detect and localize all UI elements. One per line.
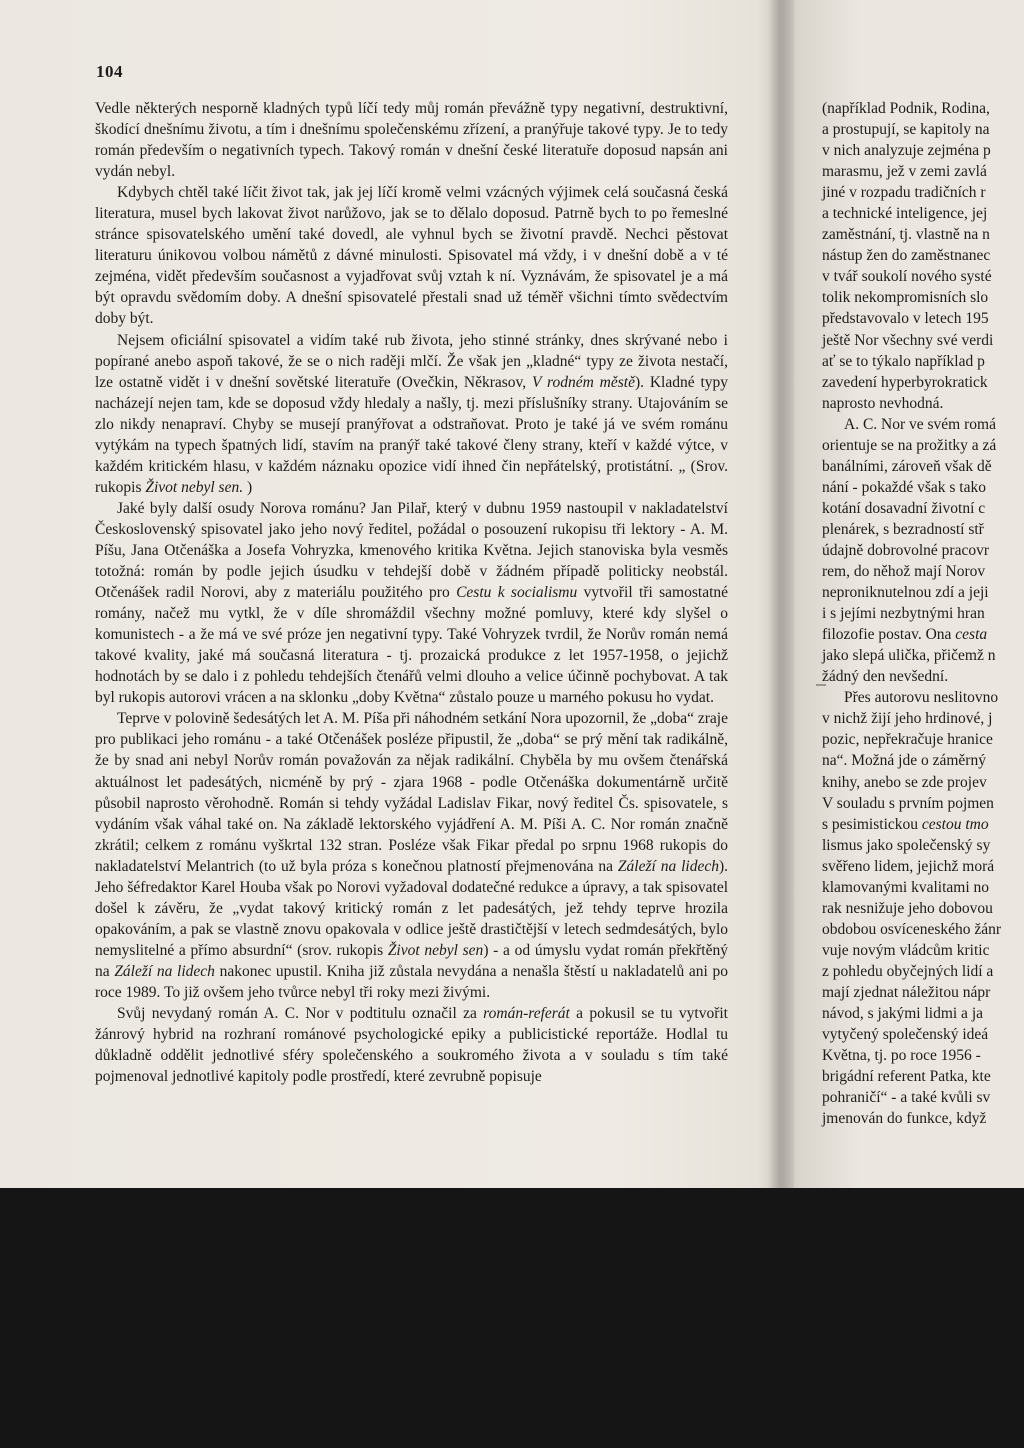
text-run: svěřeno lidem, jejichž morá — [822, 857, 995, 875]
text-run: žádný den nevšední. — [822, 668, 949, 686]
text-run: zaměstnání, tj. vlastně na n — [822, 226, 990, 244]
text-line — [822, 519, 1024, 540]
text-run: Svůj nevydaný román A. C. Nor v podtitulu označil za — [117, 1005, 484, 1023]
text-run: kotání dosavadní životní c — [822, 499, 986, 517]
italic-title: Cestu k socialismu — [456, 584, 578, 602]
italic-title: Záleží na lidech — [617, 857, 719, 875]
paragraph — [95, 98, 728, 182]
text-run: v nich analyzuje zejména p — [822, 142, 991, 160]
text-run: banálními, zároveň však dě — [822, 457, 992, 475]
text-line — [822, 772, 1024, 793]
text-run: Května, tj. po roce 1956 - — [822, 1047, 981, 1065]
text-line — [822, 1003, 1024, 1024]
left-page-text — [95, 98, 728, 1087]
text-line — [822, 687, 1024, 708]
text-run: i s jejími nezbytnými hran — [822, 605, 985, 623]
text-run: lismus jako společenský sy — [822, 836, 991, 854]
text-run: V souladu s prvním pojmen — [822, 794, 994, 812]
paragraph — [95, 1003, 728, 1087]
text-run: knihy, anebo se zde projev — [822, 773, 987, 791]
text-line — [822, 919, 1024, 940]
text-line — [822, 414, 1024, 435]
scan-background — [0, 1188, 1024, 1448]
text-run: představovalo v letech 195 — [822, 310, 989, 328]
text-run: rak nesnižuje jeho dobovou — [822, 899, 993, 917]
text-line — [822, 245, 1024, 266]
text-line — [822, 898, 1024, 919]
text-line — [822, 119, 1024, 140]
text-line — [822, 161, 1024, 182]
paragraph — [95, 498, 728, 708]
text-line — [822, 266, 1024, 287]
text-run: plenárek, s bezradností stř — [822, 520, 984, 538]
paragraph — [95, 708, 728, 1003]
italic-title: cestou tmo — [921, 815, 989, 833]
text-run: marasmu, jež v zemi zavlá — [822, 163, 987, 181]
text-line — [822, 435, 1024, 456]
text-run: vytvořil tři samostatné romány, načež mu vytkl, že v díle shromáždil všechny možné pomluvy, které kdy slyšel o komunistech - a že má ve své próze jen negativní typy. Také Vohryzek tvrdil, že Norův román nemá takové kvality, jaké má současná literatura - tj. prozaická produkce z let 1957-1958, o jejichž hodnotách by se dalo i z pohledu tehdejších čtenářů velmi dlouho a velice účinně pochybovat. A tak byl rukopis autorovi vrácen a na sklonku „doby Května“ zůstalo pouze u marného pokusu ho vydat. — [95, 584, 729, 707]
text-line — [822, 308, 1024, 329]
text-line — [822, 561, 1024, 582]
text-line — [822, 582, 1024, 603]
text-run: (například Podnik, Rodina, — [822, 100, 990, 117]
text-run: s pesimistickou — [822, 815, 922, 833]
italic-title: Život nebyl sen — [387, 941, 484, 959]
text-run: tolik nekompromisních slo — [822, 289, 989, 307]
text-run: mají zjednat náležitou nápr — [822, 983, 991, 1001]
page-number: 104 — [96, 62, 123, 81]
text-run: obdobou osvíceneského žánr — [822, 920, 1002, 938]
text-run: A. C. Nor ve svém romá — [844, 415, 996, 433]
italic-title: román-referát — [483, 1005, 570, 1023]
text-line — [822, 540, 1024, 561]
text-run: jako slepá ulička, přičemž n — [822, 647, 996, 665]
text-run: v nichž žijí jeho hrdinové, j — [822, 710, 993, 728]
text-line — [822, 708, 1024, 729]
text-run: nástup žen do zaměstnanec — [822, 247, 991, 265]
text-run: a pokusil se tu vytvořit žánrový hybrid na rozhraní románové psychologické epiky a publicistické reportáže. Hodlal tu důkladně oddělit jednotlivé sféry společenského a soukromého života a v souladu s tím také pojmenoval jednotlivé kapitoly podle prostředí, které zevrubně popisuje — [95, 1005, 728, 1086]
text-line — [822, 1024, 1024, 1045]
text-run: klamovanými kvalitami no — [822, 878, 990, 896]
text-run: a prostupují, se kapitoly na — [822, 121, 990, 139]
text-line — [822, 1087, 1024, 1108]
text-run: údajně dobrovolné pracovr — [822, 541, 989, 559]
text-run: nakonec upustil. Kniha již zůstala nevydána a nenašla štěstí u nakladatelů ani po roce 1989. To již ovšem jeho tvůrce nebyl tři roky mezi živými. — [95, 962, 728, 1001]
paragraph — [95, 182, 728, 329]
text-run: Teprve v polovině šedesátých let A. M. Píša při náhodném setkání Nora upozornil, že „doba“ zraje pro publikaci jeho románu - a také Otčenášek posléze připustil, že „doba“ se prý mění tak radikálně, že by snad ani nebyl Norův román považován za nějak radikální. Chyběla by mu ovšem čtenářská aktuálnost let padesátých, nicméně by prý - zjara 1968 - podle Otčenáška dokumentárně určitě působil naprosto věrohodně. Román si tehdy vyžádal Ladislav Fikar, nový ředitel Čs. spisovatele, s vydáním však váhal také on. Na základě lektorského vyjádření A. M. Píši A. C. Nor román značně zkrátil; celkem z románu vyškrtal 132 stran. Posléze však Fikar předal po srpnu 1968 rukopis do nakladatelství Melantrich (to už byla próza s konečnou platností přejmenována na — [95, 710, 728, 875]
text-run: orientuje se na prožitky a zá — [822, 436, 997, 454]
text-run: návod, s jakými lidmi a ja — [822, 1005, 984, 1023]
text-run: Kdybych chtěl také líčit život tak, jak jej líčí kromě velmi vzácných výjimek celá současná česká literatura, musel bych lakovat život narůžovo, jak se to dělalo doposud. Patrně bych to po řemeslné stránce spisovatelského umění také dovedl, ale vyhnul bych se životní pravdě. Nechci pěstovat literaturu únikovou volbou námětů z dávné minulosti. Spisovatel má vždy, i v dnešní době a v té zejména, vidět především současnost a vyjadřovat svůj vztah k ní. Vyznávám, že spisovatel je a má být opravdu svědomím doby. A dnešní spisovatelé přestali snad už téměř všichni tímto svědectvím doby být. — [95, 184, 728, 328]
italic-title: V rodném městě — [532, 373, 635, 391]
text-line — [822, 98, 1024, 119]
text-run: jmenován do funkce, když — [822, 1110, 987, 1128]
text-line — [822, 856, 1024, 877]
text-line — [822, 498, 1024, 519]
text-run: v tvář soukolí nového systé — [822, 268, 992, 286]
text-run: na“. Možná jde o záměrný — [822, 752, 986, 770]
text-line — [822, 603, 1024, 624]
text-line — [822, 645, 1024, 666]
text-line — [822, 393, 1024, 414]
text-line — [822, 287, 1024, 308]
text-line — [822, 182, 1024, 203]
text-line — [822, 1066, 1024, 1087]
text-run: rem, do něhož mají Norov — [822, 563, 986, 581]
text-run: Jaké byly další osudy Norova románu? Jan Pilař, který v dubnu 1959 nastoupil v nakladatelství Československý spisovatel jako jeho nový ředitel, požádal o posouzení rukopisu tři lektory - A. M. Píšu, Jana Otčenáška a Josefa Vohryzka, kmenového kritika Května. Jejich stanoviska byla vesměs totožná: román by podle jejich úsudku v tehdejší době v žádném případě politicky neobstál. Otčenášek radil Norovi, aby z materiálu použitého pro — [95, 499, 728, 602]
text-line — [822, 793, 1024, 814]
text-line — [822, 666, 1024, 687]
text-line — [822, 1108, 1024, 1129]
text-line — [822, 1045, 1024, 1066]
text-line — [822, 940, 1024, 961]
text-run: Přes autorovu neslitovno — [844, 689, 999, 707]
text-line — [822, 224, 1024, 245]
text-run: ). Kladné typy nacházejí nejen tam, kde se doposud vždy hledaly a našly, tj. mezi příslušníky strany. Utajováním se zlo nikdy nenapraví. Chyby se musejí pranýřovat a odstraňovat. Proto je také já ve svém románu vytýkám na typech špatných lidí, stavím na pranýř také takové členy strany, kteří v každé výtce, v každém kritickém hlasu, v každém náznaku opozice vidí ihned čin nepřátelský, protistátní. „ (Srov. rukopis — [95, 373, 728, 496]
text-line — [822, 961, 1024, 982]
italic-title: Záleží na lidech — [114, 962, 215, 980]
text-line — [822, 835, 1024, 856]
text-line — [822, 351, 1024, 372]
text-line — [822, 982, 1024, 1003]
text-run: filozofie postav. Ona — [822, 626, 956, 644]
text-line — [822, 140, 1024, 161]
text-run: ). Jeho šéfredaktor Karel Houba však po Norovi vyžadoval dodatečné redukce a úpravy, a tak spisovatel došel k závěru, že „vydat takový kritický román z let padesátých, jež tehdy teprve hrozila opakováním, a pak se vlastně znovu opakovala v odlice ještě drastičtější v letech sedmdesátých, bylo nemyslitelné a přímo absurdní“ (srov. rukopis — [95, 857, 728, 959]
text-line — [822, 372, 1024, 393]
right-page-text — [822, 98, 1024, 1129]
book-gutter — [768, 0, 794, 1188]
text-run: vytyčený společenský ideá — [822, 1026, 989, 1044]
text-line — [822, 330, 1024, 351]
text-run: pozic, nepřekračuje hranice — [822, 731, 993, 749]
text-run: neproniknutelnou zdí a jeji — [822, 584, 989, 602]
text-line — [822, 877, 1024, 898]
text-run: vuje novým vládcům kritic — [822, 941, 990, 959]
text-run: naprosto nevhodná. — [822, 394, 944, 412]
text-run: z pohledu obyčejných lidí a — [822, 962, 994, 980]
text-line — [822, 203, 1024, 224]
text-run: nání - pokaždé však s tako — [822, 478, 986, 496]
text-run: a technické inteligence, jej — [822, 205, 988, 223]
text-line — [822, 624, 1024, 645]
text-run: ještě Nor všechny své verdi — [822, 331, 994, 349]
text-line — [822, 456, 1024, 477]
text-run: ) — [243, 478, 253, 496]
text-run: Vedle některých nesporně kladných typů líčí tedy můj román převážně typy negativní, destruktivní, škodící dnešnímu životu, a tím i dnešnímu společenskému zřízení, a pranýřuje takové typy. Je to tedy román především o negativních typech. Takový román v dnešní české literatuře doposud napsán ani vydán nebyl. — [95, 100, 728, 181]
text-line — [822, 477, 1024, 498]
text-run: Nejsem oficiální spisovatel a vidím také rub života, jeho stinné stránky, dnes skrývané nebo i popírané anebo aspoň takové, že se o nich raději mlčí. Že však jen „kladné“ typy ze života nestačí, lze ostatně vidět i v dnešní sovětské literatuře (Ovečkin, Někrasov, — [95, 331, 728, 391]
text-line — [822, 750, 1024, 771]
text-run: brigádní referent Patka, kte — [822, 1068, 991, 1086]
paragraph — [95, 330, 728, 498]
text-line — [822, 729, 1024, 750]
text-run: ) - a od úmyslu vydat román překřtěný na — [95, 941, 728, 980]
italic-title: cesta — [955, 626, 988, 644]
text-line — [822, 814, 1024, 835]
text-run: jiné v rozpadu tradičních r — [822, 184, 986, 202]
text-run: ať se to týkalo například p — [822, 352, 985, 370]
text-run: zavedení hyperbyrokratick — [822, 373, 988, 391]
italic-title: Život nebyl sen. — [145, 478, 244, 496]
text-run: pohraničí“ - a také kvůli sv — [822, 1089, 991, 1107]
